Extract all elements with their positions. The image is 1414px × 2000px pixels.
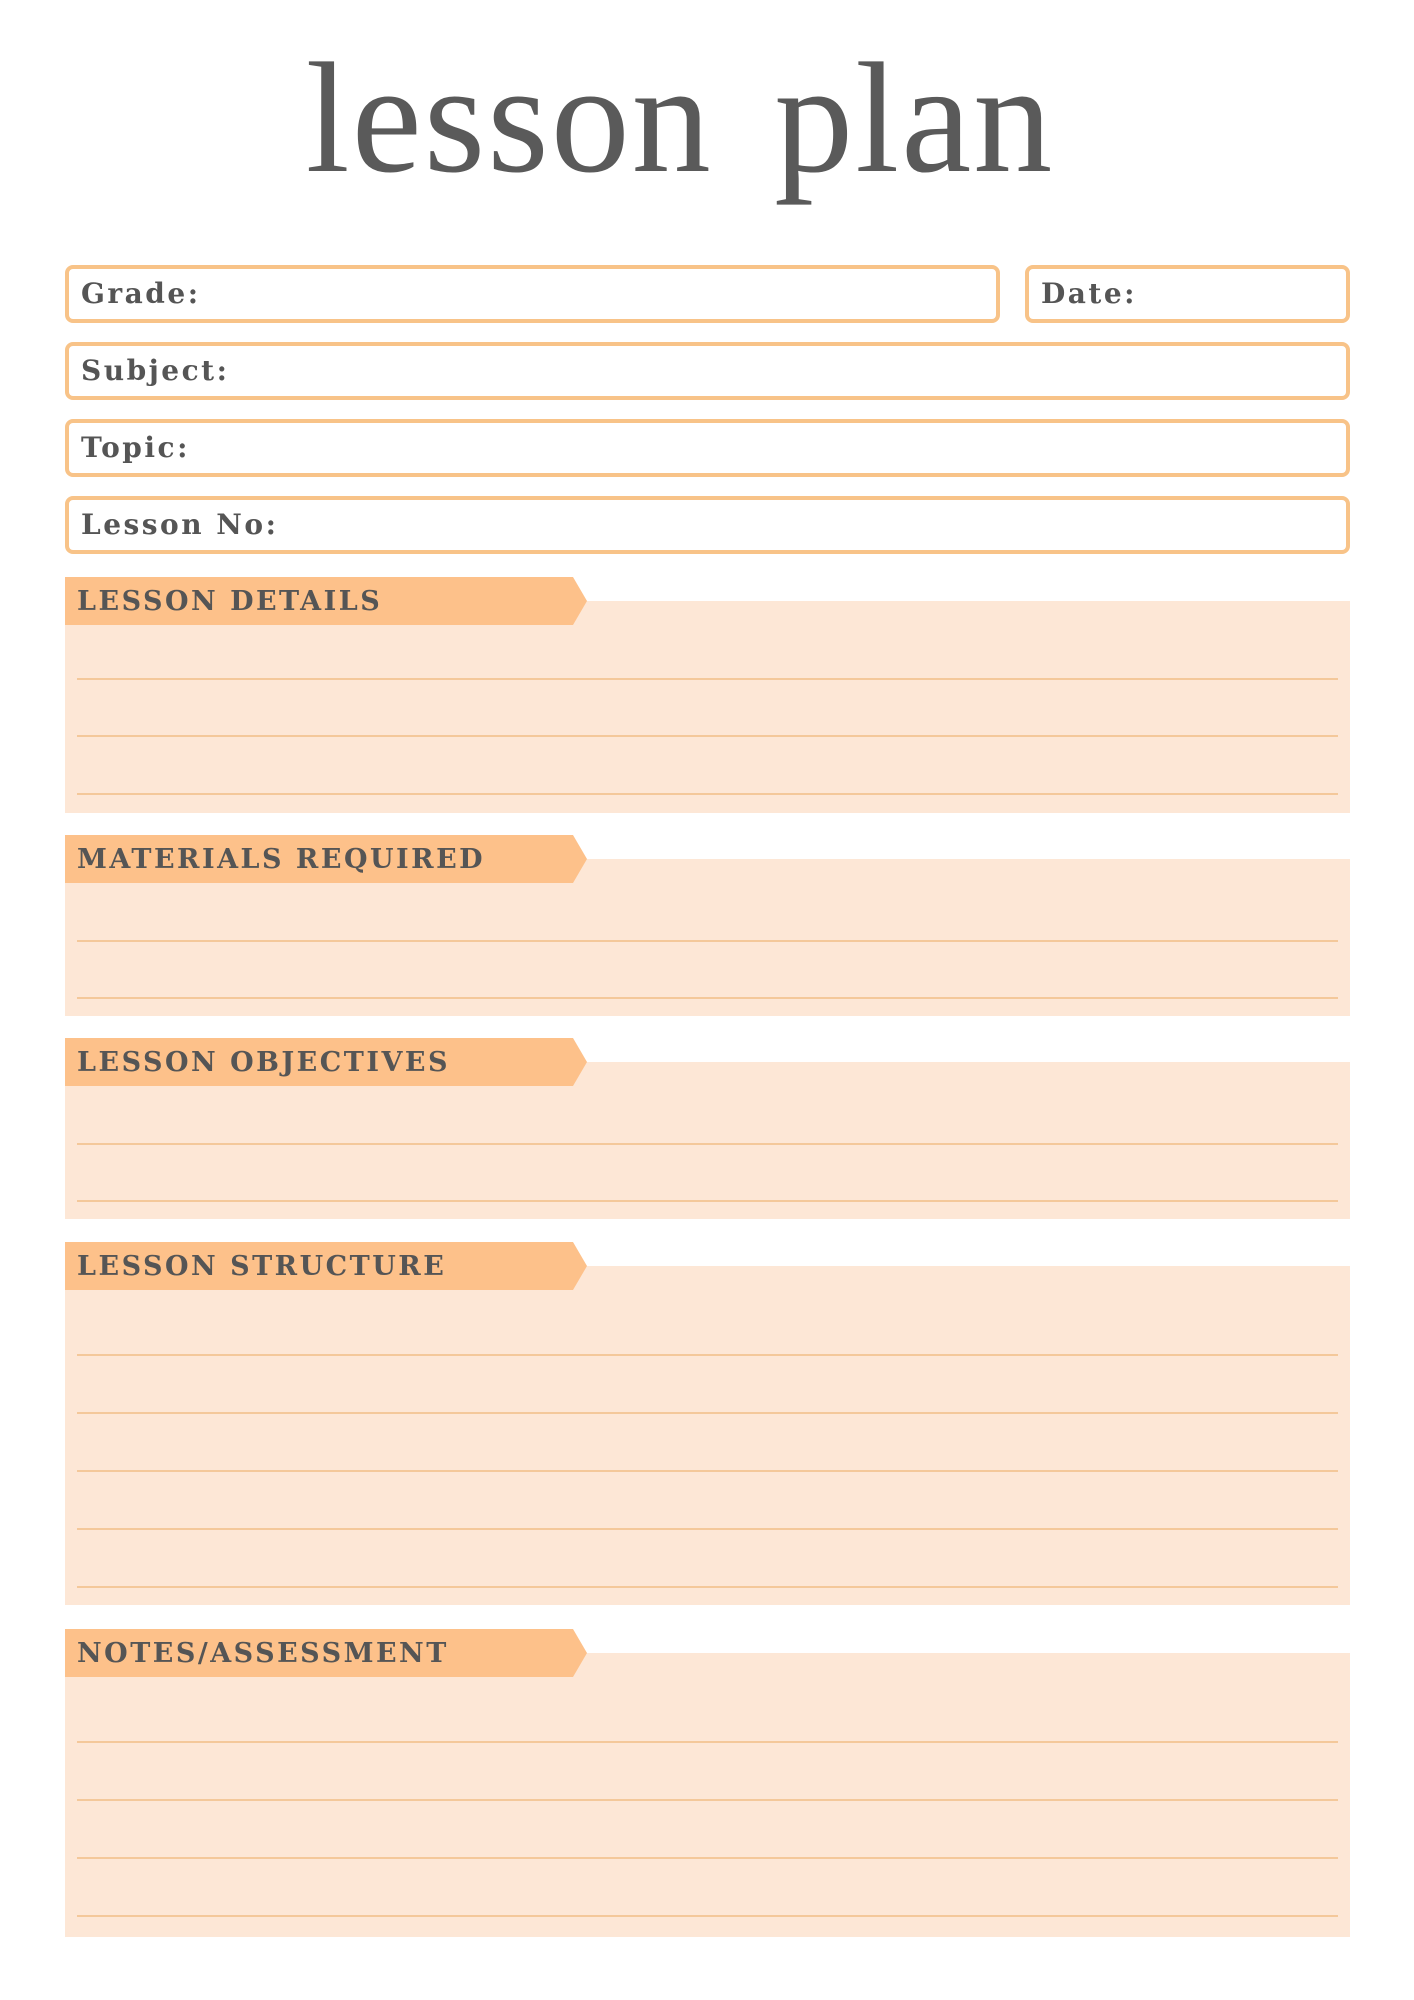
- writing-line: [77, 1857, 1338, 1859]
- lesson-objectives-tab: [65, 1038, 587, 1086]
- lesson-details-tab: [65, 577, 587, 625]
- notes-assessment-heading: NOTES/ASSESSMENT: [77, 1638, 449, 1669]
- grade-field[interactable]: [65, 265, 1000, 323]
- materials-required-heading: MATERIALS REQUIRED: [77, 844, 486, 875]
- writing-line: [77, 793, 1338, 795]
- lesson-details-heading: LESSON DETAILS: [77, 586, 383, 617]
- notes-assessment-section[interactable]: [65, 1629, 1350, 1937]
- lesson-details-panel[interactable]: [65, 601, 1350, 813]
- subject-field[interactable]: [65, 342, 1350, 400]
- lesson-no-label: Lesson No:: [81, 508, 279, 541]
- lesson-details-section[interactable]: [65, 577, 1350, 813]
- lesson-objectives-section[interactable]: [65, 1038, 1350, 1219]
- date-field[interactable]: [1025, 265, 1350, 323]
- writing-line: [77, 1799, 1338, 1801]
- writing-line: [77, 1143, 1338, 1145]
- lesson-structure-panel[interactable]: [65, 1266, 1350, 1605]
- lesson-no-field[interactable]: [65, 496, 1350, 554]
- page-title: lesson plan: [305, 31, 1055, 206]
- lesson-structure-section[interactable]: [65, 1242, 1350, 1605]
- writing-line: [77, 1741, 1338, 1743]
- subject-label: Subject:: [81, 354, 230, 387]
- lesson-objectives-heading: LESSON OBJECTIVES: [77, 1047, 450, 1078]
- writing-line: [77, 1528, 1338, 1530]
- date-label: Date:: [1041, 277, 1138, 310]
- grade-label: Grade:: [81, 277, 201, 310]
- writing-line: [77, 735, 1338, 737]
- writing-line: [77, 940, 1338, 942]
- topic-field[interactable]: [65, 419, 1350, 477]
- writing-line: [77, 1915, 1338, 1917]
- lesson-structure-tab: [65, 1242, 587, 1290]
- writing-line: [77, 1354, 1338, 1356]
- writing-line: [77, 1470, 1338, 1472]
- notes-assessment-panel[interactable]: [65, 1653, 1350, 1937]
- notes-assessment-tab: [65, 1629, 587, 1677]
- writing-line: [77, 1200, 1338, 1202]
- lesson-structure-heading: LESSON STRUCTURE: [77, 1251, 447, 1282]
- materials-required-section[interactable]: [65, 835, 1350, 1016]
- topic-label: Topic:: [81, 431, 190, 464]
- writing-line: [77, 1412, 1338, 1414]
- materials-required-tab: [65, 835, 587, 883]
- writing-line: [77, 1586, 1338, 1588]
- writing-line: [77, 997, 1338, 999]
- writing-line: [77, 678, 1338, 680]
